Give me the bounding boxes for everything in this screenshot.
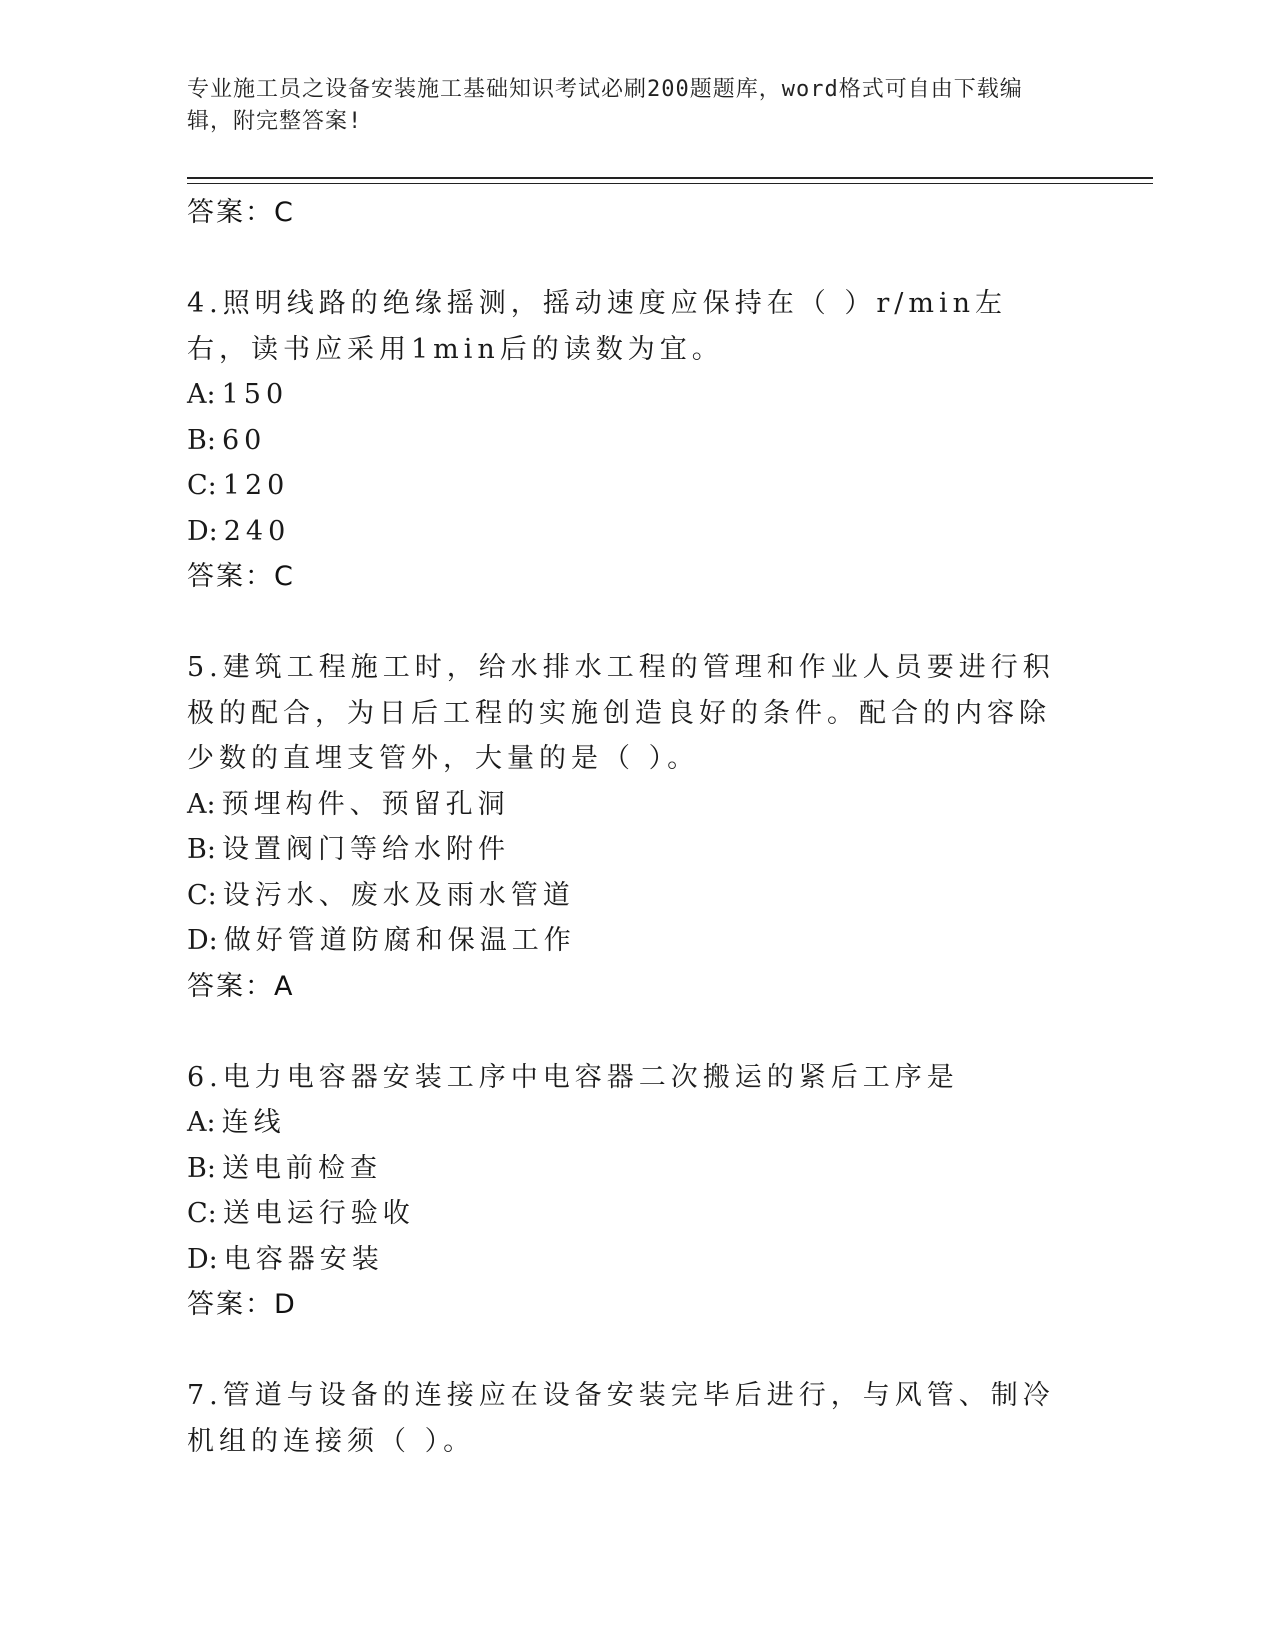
question-stem: 4.照明线路的绝缘摇测，摇动速度应保持在（ ）r/min左右，读书应采用1min后的读数为宜。 — [187, 288, 1007, 365]
option-c — [187, 1191, 1067, 1237]
option-text: 150 — [221, 379, 289, 410]
option-key: B: — [187, 1152, 216, 1184]
option-text: 240 — [223, 515, 291, 547]
option-key: C: — [187, 470, 217, 501]
option-text: 设置阀门等给水附件 — [221, 834, 510, 865]
option-text: 60 — [221, 424, 267, 456]
option-text: 预埋构件、预留孔洞 — [221, 788, 510, 820]
option-key: C: — [187, 879, 217, 911]
option-key: D: — [187, 925, 218, 956]
option-key: D: — [187, 1243, 218, 1275]
option-key: A: — [187, 379, 216, 410]
question-list — [187, 190, 1067, 1464]
option-text: 送电前检查 — [221, 1152, 382, 1184]
option-d — [187, 509, 1067, 555]
question-stem: 6.电力电容器安装工序中电容器二次搬运的紧后工序是 — [187, 1061, 959, 1093]
option-key: B: — [187, 424, 216, 456]
answer-line: 答案：D — [187, 1289, 297, 1320]
option-text: 送电运行验收 — [222, 1198, 415, 1229]
option-a — [187, 1100, 1067, 1146]
option-text: 连线 — [221, 1107, 286, 1138]
answer-line: 答案：C — [187, 561, 295, 592]
option-c — [187, 873, 1067, 919]
option-text: 做好管道防腐和保温工作 — [223, 925, 576, 956]
option-key: B: — [187, 834, 216, 865]
question-stem: 7.管道与设备的连接应在设备安装完毕后进行，与风管、制冷机组的连接须（ ）。 — [187, 1380, 1055, 1457]
option-key: A: — [187, 1107, 216, 1138]
question-stem: 5.建筑工程施工时，给水排水工程的管理和作业人员要进行积极的配合，为日后工程的实施创造良好的条件。配合的内容除少数的直埋支管外，大量的是（ ）。 — [187, 652, 1055, 774]
option-key: C: — [187, 1198, 217, 1229]
option-a — [187, 372, 1067, 418]
header-divider-thin — [187, 183, 1153, 184]
option-text: 设污水、废水及雨水管道 — [222, 879, 575, 911]
option-b — [187, 418, 1067, 464]
header-divider — [187, 177, 1153, 179]
question-block — [187, 1373, 1067, 1464]
option-a — [187, 782, 1067, 828]
question-block — [187, 1055, 1067, 1329]
answer-line: 答案：C — [187, 197, 295, 228]
question-block — [187, 645, 1067, 1010]
option-text: 120 — [222, 470, 290, 501]
option-c — [187, 463, 1067, 509]
option-d — [187, 1237, 1067, 1283]
option-text: 电容器安装 — [223, 1243, 384, 1275]
option-b — [187, 1146, 1067, 1192]
answer-line: 答案：A — [187, 970, 295, 1002]
page-header: 专业施工员之设备安装施工基础知识考试必刷200题题库，word格式可自由下载编辑，附完整答案! — [187, 77, 1023, 134]
question-block — [187, 281, 1067, 600]
option-b — [187, 827, 1067, 873]
option-key: A: — [187, 788, 216, 820]
option-key: D: — [187, 515, 218, 547]
option-d — [187, 918, 1067, 964]
